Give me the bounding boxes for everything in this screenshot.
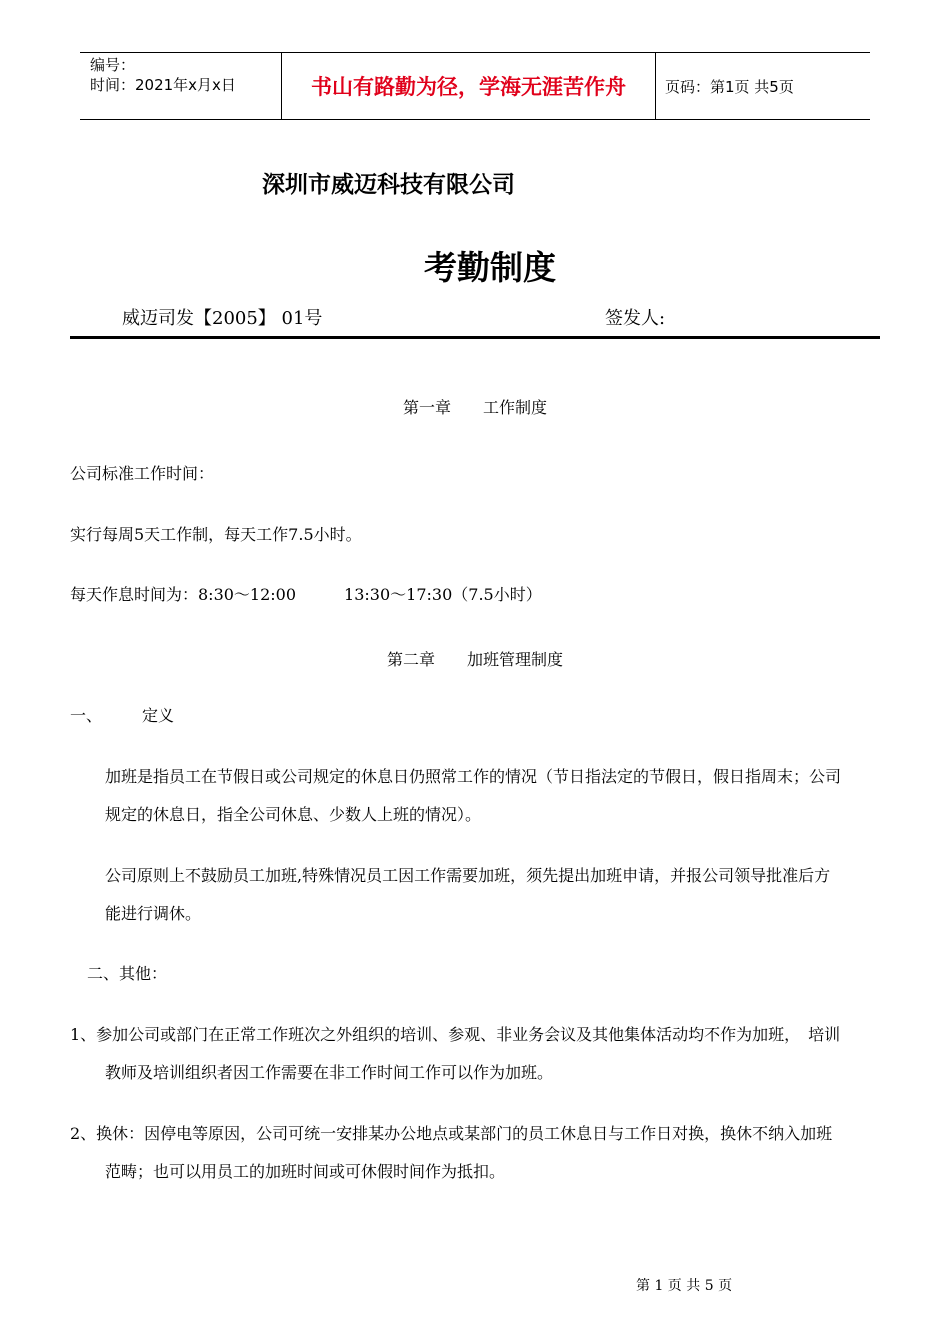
- item2-line-1: 2、换休：因停电等原因，公司可统一安排某办公地点或某部门的员工休息日与工作日对换，换休不纳入加班: [70, 1124, 833, 1143]
- item2-line-2: 范畴；也可以用员工的加班时间或可休假时间作为抵扣。: [105, 1162, 506, 1181]
- header-divider-right: [655, 52, 656, 120]
- principle-line-2: 能进行调休。: [105, 904, 202, 923]
- header-page-info: 页码：第1页 共5页: [665, 78, 794, 96]
- chapter1-heading: 第一章 工作制度: [402, 398, 547, 417]
- company-name: 深圳市威迈科技有限公司: [262, 172, 515, 198]
- definition-line-2: 规定的休息日，指全公司休息、少数人上班的情况）。: [105, 805, 482, 824]
- title-rule: [70, 336, 880, 339]
- item1-line-1: 1、参加公司或部门在正常工作班次之外组织的培训、参观、非业务会议及其他集体活动均不作为加班， 培训: [70, 1025, 841, 1044]
- item1-line-2: 教师及培训组织者因工作需要在非工作时间工作可以作为加班。: [105, 1063, 554, 1082]
- header-meta: [90, 55, 236, 95]
- document-title: 考勤制度: [424, 248, 556, 287]
- header-time-label: 时间：2021年x月x日: [90, 76, 236, 94]
- header-motto: 书山有路勤为径，学海无涯苦作舟: [311, 75, 626, 99]
- page-footer: 第 1 页 共 5 页: [636, 1278, 733, 1294]
- chapter1-paragraph-2: 实行每周5天工作制，每天工作7.5小时。: [70, 525, 362, 544]
- definition-line-1: 加班是指员工在节假日或公司规定的休息日仍照常工作的情况（节日指法定的节假日，假日指周末；公司: [105, 767, 842, 786]
- chapter2-heading: 第二章 加班管理制度: [386, 650, 563, 669]
- chapter1-paragraph-3: 每天作息时间为：8:30～12:00 13:30～17:30（7.5小时）: [70, 585, 542, 604]
- signer-label: 签发人:: [605, 308, 666, 329]
- section1-title: 一、 定义: [70, 706, 175, 725]
- section2-title: 二、其他：: [87, 964, 168, 983]
- principle-line-1: 公司原则上不鼓励员工加班,特殊情况员工因工作需要加班，须先提出加班申请，并报公司领导批准后方: [105, 866, 831, 885]
- document-number: 威迈司发【2005】 01号: [122, 308, 323, 329]
- chapter1-paragraph-1: 公司标准工作时间：: [70, 464, 215, 483]
- header-number-label: 编号：: [90, 56, 136, 74]
